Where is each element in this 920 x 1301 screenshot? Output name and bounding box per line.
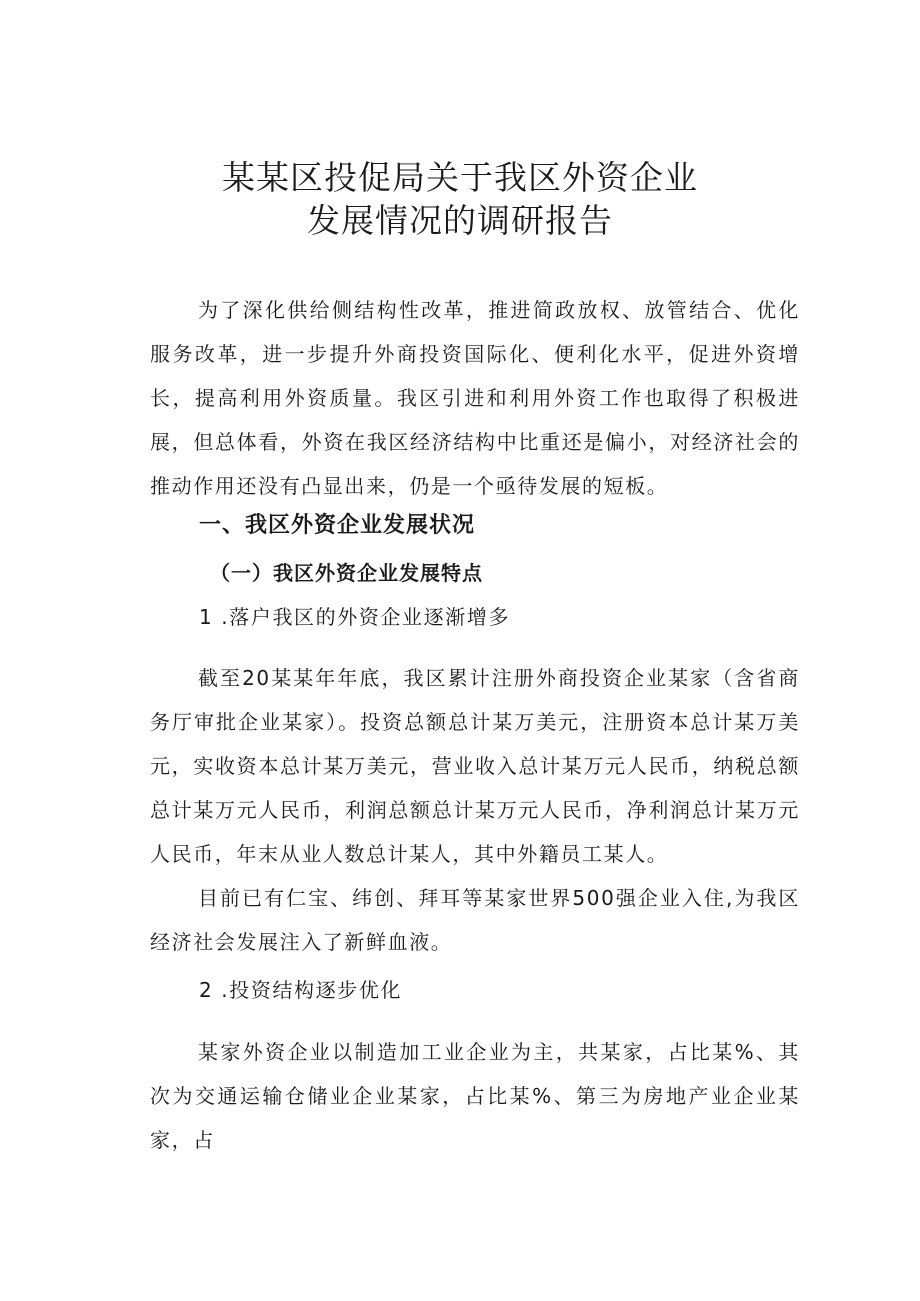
item-1-paragraph-1: 截至20某某年年底，我区累计注册外商投资企业某家（含省商务厅审批企业某家）。投资总额总计某万美元，注册资本总计某万美元，实收资本总计某万美元，营业收入总计某万元人民币，纳税总额总计某万元人民币，利润总额总计某万元人民币，净利润总计某万元人民币，年末从业人数总计某人，其中外籍员工某人。 <box>150 666 800 866</box>
item-2-paragraph-1: 某家外资企业以制造加工业企业为主，共某家，占比某%、其次为交通运输仓储业企业某家，占比某%、第三为房地产业企业某家，占 <box>150 1040 800 1152</box>
section-1-heading: 一、我区外资企业发展状况 <box>199 513 476 538</box>
item-1-heading: 1 .落户我区的外资企业逐渐增多 <box>199 605 511 629</box>
intro-paragraph: 为了深化供给侧结构性改革，推进简政放权、放管结合、优化服务改革，进一步提升外商投资国际化、便利化水平，促进外资增长，提高利用外资质量。我区引进和利用外资工作也取得了积极进展，但总体看，外资在我区经济结构中比重还是偏小，对经济社会的推动作用还没有凸显出来，仍是一个亟待发展的短板。 <box>150 298 800 498</box>
document-title-line-2: 发展情况的调研报告 <box>307 201 613 240</box>
item-1-paragraph-2: 目前已有仁宝、纬创、拜耳等某家世界500强企业入住,为我区经济社会发展注入了新鲜血液。 <box>150 886 800 954</box>
document-title-line-1: 某某区投促局关于我区外资企业 <box>222 158 698 197</box>
item-2-heading: 2 .投资结构逐步优化 <box>199 978 403 1002</box>
subsection-1-heading: （一）我区外资企业发展特点 <box>210 561 483 585</box>
